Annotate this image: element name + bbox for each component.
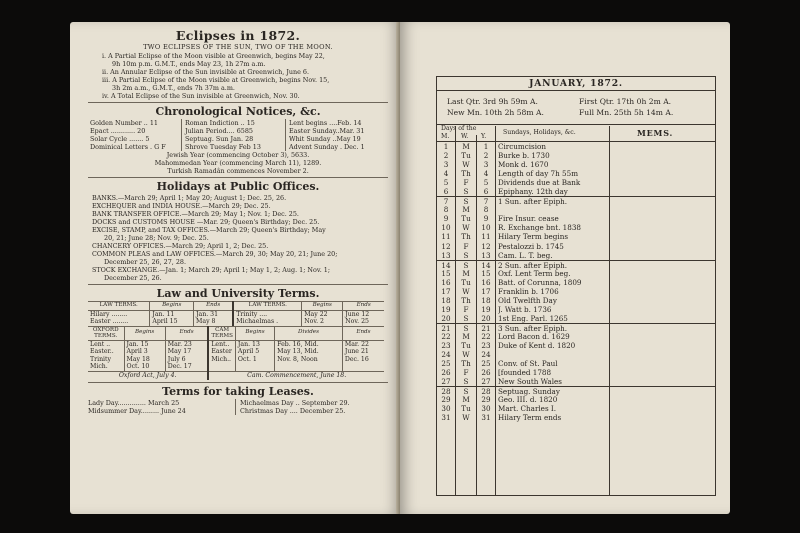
day-of-week: Th bbox=[461, 295, 471, 305]
moon-phase: Full Mn. 25th 5h 14m A. bbox=[579, 107, 674, 117]
uni-cell: April 3 bbox=[124, 348, 165, 356]
day-of-week: S bbox=[463, 197, 469, 207]
uni-head: Ends bbox=[165, 326, 208, 340]
day-of-week: S bbox=[463, 323, 469, 333]
law-cell: Jan. 31 bbox=[194, 310, 234, 318]
eclipses-title: Eclipses in 1872. bbox=[175, 28, 301, 43]
law-cell: Nov. 2 bbox=[302, 318, 343, 326]
day-of-year: 19 bbox=[481, 304, 491, 314]
day-event: Fire Insur. cease bbox=[498, 214, 559, 224]
uni-cell: Jan. 13 bbox=[235, 340, 274, 348]
day-event: Septuag. Sunday bbox=[498, 387, 560, 397]
day-of-month: 19 bbox=[441, 304, 451, 314]
day-row bbox=[437, 187, 715, 196]
moon-phase-left bbox=[447, 97, 544, 118]
lease-cell: Lady Day.............. March 25 bbox=[88, 399, 236, 407]
day-of-year: 25 bbox=[481, 359, 491, 369]
day-of-month: 28 bbox=[441, 387, 451, 397]
law-cell: Easter ........ bbox=[88, 318, 150, 326]
day-of-year: 28 bbox=[481, 387, 491, 397]
day-of-year: 15 bbox=[481, 268, 491, 278]
eclipse-line: i. A Partial Eclipse of the Moon visible at Greenwich, begins May 22, bbox=[102, 52, 325, 60]
left-page bbox=[70, 22, 400, 514]
day-row bbox=[437, 359, 715, 368]
uni-cell: May 13, Mid. bbox=[275, 348, 343, 356]
holiday-line: EXCHEQUER and INDIA HOUSE.—March 29; Dec. 25. bbox=[92, 202, 271, 210]
law-title: Law and University Terms. bbox=[156, 287, 320, 300]
day-row bbox=[437, 341, 715, 350]
day-of-year: 24 bbox=[481, 350, 491, 360]
day-of-month: 8 bbox=[443, 205, 449, 215]
law-head: Ends bbox=[343, 302, 384, 311]
law-cell: June 12 bbox=[345, 310, 370, 318]
law-head: Begins bbox=[302, 302, 343, 311]
day-of-week: W bbox=[462, 286, 470, 296]
leases-table bbox=[88, 399, 388, 415]
left-page-content bbox=[88, 28, 388, 415]
day-of-year: 11 bbox=[481, 232, 491, 242]
eclipse-line: ii. An Annular Eclipse of the Sun invisible at Greenwich, June 6. bbox=[102, 68, 310, 76]
days-of-the-header: Days of the bbox=[441, 125, 477, 132]
eclipse-line: 9h 10m p.m. G.M.T., ends May 23, 1h 27m a.m. bbox=[112, 60, 266, 68]
law-cell: Hilary ........ bbox=[88, 310, 150, 318]
day-of-year: 1 bbox=[483, 142, 489, 151]
day-of-year: 8 bbox=[483, 205, 489, 215]
day-event: Epiphany. 12th day bbox=[498, 187, 568, 197]
day-of-week: S bbox=[463, 387, 469, 397]
day-row bbox=[437, 242, 715, 251]
moon-phases bbox=[437, 91, 715, 125]
column-headers bbox=[437, 125, 715, 142]
day-row bbox=[437, 305, 715, 314]
day-of-year: 14 bbox=[481, 260, 491, 270]
day-of-week: Tu bbox=[461, 214, 471, 224]
day-event: Circumcision bbox=[498, 142, 546, 151]
day-event: Duke of Kent d. 1820 bbox=[498, 341, 576, 351]
day-of-year: 20 bbox=[481, 313, 491, 323]
day-of-week: W bbox=[462, 350, 470, 360]
uni-cell: Oct. 10 bbox=[124, 363, 165, 371]
day-of-week: M bbox=[462, 268, 470, 278]
day-of-month: 31 bbox=[441, 413, 451, 423]
uni-cell: Mar. 23 bbox=[165, 340, 208, 348]
day-of-week: W bbox=[462, 223, 470, 233]
day-of-year: 4 bbox=[483, 169, 489, 179]
day-of-year: 21 bbox=[481, 323, 491, 333]
day-of-week: F bbox=[463, 241, 469, 251]
day-of-month: 26 bbox=[441, 368, 451, 378]
day-of-week: Tu bbox=[461, 151, 471, 161]
day-of-week: S bbox=[463, 187, 469, 197]
day-of-week: Tu bbox=[461, 341, 471, 351]
day-of-year: 7 bbox=[483, 197, 489, 207]
uni-cell: Mich. bbox=[88, 363, 124, 371]
chrono-cell: Dominical Letters . G F bbox=[90, 143, 182, 151]
law-head: Begins bbox=[150, 302, 194, 311]
day-event: Geo. III. d. 1820 bbox=[498, 395, 558, 405]
day-row bbox=[437, 404, 715, 413]
chrono-cell: Golden Number .. 11 bbox=[90, 119, 182, 127]
uni-head: CAM TERMS bbox=[208, 326, 235, 340]
day-of-month: 22 bbox=[441, 331, 451, 341]
law-cell: Michaelmas . bbox=[233, 318, 301, 326]
moon-phase: New Mn. 10th 2h 58m A. bbox=[447, 107, 544, 117]
day-of-week: F bbox=[463, 178, 469, 188]
year-column-header: Y. bbox=[481, 133, 487, 140]
day-row bbox=[437, 232, 715, 241]
day-event: Dividends due at Bank bbox=[498, 178, 581, 188]
uni-cell: Easter.. bbox=[88, 348, 124, 356]
day-event: Length of day 7h 55m bbox=[498, 169, 579, 179]
day-of-year: 17 bbox=[481, 286, 491, 296]
day-row bbox=[437, 269, 715, 278]
uni-cell: May 18 bbox=[124, 356, 165, 364]
day-of-year: 27 bbox=[481, 377, 491, 387]
day-event: Conv. of St. Paul bbox=[498, 359, 558, 369]
uni-cell: Easter bbox=[208, 348, 235, 356]
law-head: LAW TERMS. bbox=[233, 302, 301, 311]
law-cell: Trinity .... bbox=[233, 310, 301, 318]
day-of-week: F bbox=[463, 304, 469, 314]
law-cell: Nov. 25 bbox=[345, 318, 369, 326]
day-of-month: 18 bbox=[441, 295, 451, 305]
week-column-header: W. bbox=[461, 133, 469, 140]
holiday-line: DOCKS and CUSTOMS HOUSE —Mar. 29; Queen's Birthday; Dec. 25. bbox=[92, 218, 320, 226]
day-of-month: 3 bbox=[443, 160, 449, 170]
chrono-note: Jewish Year (commencing October 3), 5633. bbox=[166, 151, 310, 159]
uni-cell: April 5 bbox=[235, 348, 274, 356]
day-row bbox=[437, 350, 715, 359]
day-of-month: 15 bbox=[441, 268, 451, 278]
uni-cell: Mar. 22 bbox=[344, 340, 369, 348]
day-of-week: Tu bbox=[461, 404, 471, 414]
day-of-week: S bbox=[463, 250, 469, 260]
day-of-month: 24 bbox=[441, 350, 451, 360]
day-of-week: S bbox=[463, 377, 469, 387]
day-event: Pestalozzi b. 1745 bbox=[498, 241, 564, 251]
oxford-act-note: Oxford Act, July 4. bbox=[88, 371, 208, 379]
day-row bbox=[437, 251, 715, 260]
day-row bbox=[437, 413, 715, 422]
uni-cell: Nov. 8, Noon bbox=[275, 356, 343, 364]
mems-column-header: MEMS. bbox=[637, 128, 674, 138]
divider bbox=[88, 102, 388, 103]
month-column-header: M. bbox=[441, 133, 450, 140]
uni-head: Begins bbox=[235, 326, 274, 340]
day-of-year: 23 bbox=[481, 341, 491, 351]
day-row bbox=[437, 260, 715, 269]
right-page bbox=[400, 22, 730, 514]
day-row bbox=[437, 214, 715, 223]
day-event: R. Exchange bnt. 1838 bbox=[498, 223, 581, 233]
leases-title: Terms for taking Leases. bbox=[162, 384, 314, 398]
day-row bbox=[437, 395, 715, 404]
uni-cell: Lent .. bbox=[88, 340, 124, 348]
uni-head: Begins bbox=[124, 326, 165, 340]
day-row bbox=[437, 142, 715, 151]
day-event: 3 Sun. after Epiph. bbox=[498, 323, 568, 333]
uni-cell: Oct. 1 bbox=[235, 356, 274, 364]
chrono-cell: Lent begins ....Feb. 14 bbox=[289, 119, 362, 127]
day-of-month: 12 bbox=[441, 241, 451, 251]
day-event: J. Watt b. 1736 bbox=[498, 304, 552, 314]
day-of-year: 31 bbox=[481, 413, 491, 423]
day-event: Burke b. 1730 bbox=[498, 151, 550, 161]
holiday-line: BANK TRANSFER OFFICE.—March 29; May 1; Nov. 1; Dec. 25. bbox=[92, 210, 299, 218]
day-of-year: 13 bbox=[481, 250, 491, 260]
holiday-line: December 25, 26. bbox=[104, 274, 162, 282]
day-of-year: 6 bbox=[483, 187, 489, 197]
uni-cell: Jan. 15 bbox=[124, 340, 165, 348]
day-row bbox=[437, 377, 715, 386]
chrono-title: Chronological Notices, &c. bbox=[155, 105, 321, 118]
uni-cell: Dec. 17 bbox=[165, 363, 208, 371]
holidays-title: Holidays at Public Offices. bbox=[156, 180, 320, 193]
day-event: 1st Eng. Parl. 1265 bbox=[498, 313, 568, 323]
law-terms-table bbox=[88, 301, 384, 326]
day-of-week: W bbox=[462, 160, 470, 170]
day-of-month: 27 bbox=[441, 377, 451, 387]
day-of-year: 9 bbox=[483, 214, 489, 224]
day-row bbox=[437, 332, 715, 341]
day-of-month: 4 bbox=[443, 169, 449, 179]
cambridge-commencement-note: Cam. Commencement, June 18. bbox=[247, 371, 347, 379]
divider bbox=[88, 177, 388, 178]
chrono-note: Mahommedan Year (commencing March 11), 1289. bbox=[154, 159, 322, 167]
day-row bbox=[437, 323, 715, 332]
day-event: New South Wales bbox=[498, 377, 562, 387]
chrono-cell: Solar Cycle ....... 5 bbox=[90, 135, 182, 143]
day-event: 2 Sun. after Epiph. bbox=[498, 260, 568, 270]
day-row bbox=[437, 368, 715, 377]
day-of-month: 23 bbox=[441, 341, 451, 351]
day-of-month: 6 bbox=[443, 187, 449, 197]
day-row bbox=[437, 386, 715, 395]
eclipse-line: 3h 2m a.m., G.M.T., ends 7h 37m a.m. bbox=[112, 84, 235, 92]
day-of-week: S bbox=[463, 260, 469, 270]
uni-cell bbox=[208, 363, 235, 371]
day-of-month: 7 bbox=[443, 197, 449, 207]
day-row bbox=[437, 178, 715, 187]
holiday-line: December 25, 26, 27, 28. bbox=[104, 258, 187, 266]
day-of-week: Tu bbox=[461, 277, 471, 287]
uni-cell bbox=[275, 363, 343, 371]
law-head: Ends bbox=[194, 302, 234, 311]
uni-cell: July 6 bbox=[165, 356, 208, 364]
divider bbox=[88, 284, 388, 285]
day-event: Lord Bacon d. 1629 bbox=[498, 331, 570, 341]
lease-cell: Christmas Day .... December 25. bbox=[240, 406, 346, 415]
law-cell: May 22 bbox=[302, 310, 343, 318]
day-of-year: 2 bbox=[483, 151, 489, 161]
day-of-week: S bbox=[463, 313, 469, 323]
holiday-line: 20, 21; June 28; Nov. 9; Dec. 25. bbox=[104, 234, 209, 242]
lease-cell: Midsummer Day......... June 24 bbox=[88, 407, 236, 415]
holiday-line: CHANCERY OFFICES.—March 29; April 1, 2; Dec. 25. bbox=[92, 242, 269, 250]
chrono-note: Turkish Ramadân commences November 2. bbox=[167, 167, 309, 175]
day-event: Franklin b. 1706 bbox=[498, 286, 559, 296]
day-of-year: 12 bbox=[481, 241, 491, 251]
day-row bbox=[437, 196, 715, 205]
holidays-list bbox=[88, 194, 388, 282]
day-of-week: Th bbox=[461, 169, 471, 179]
day-row bbox=[437, 287, 715, 296]
day-of-year: 18 bbox=[481, 295, 491, 305]
eclipse-line: iii. A Partial Eclipse of the Moon visible at Greenwich, begins Nov. 15, bbox=[102, 76, 330, 84]
chrono-table bbox=[88, 119, 388, 175]
day-of-week: W bbox=[462, 413, 470, 423]
moon-phase: First Qtr. 17th 0h 2m A. bbox=[579, 97, 672, 106]
chrono-cell: Roman Indiction .. 15 bbox=[182, 119, 286, 127]
eclipses-list bbox=[88, 52, 388, 100]
day-event: Hilary Term ends bbox=[498, 413, 562, 423]
day-event: [founded 1788 bbox=[498, 368, 552, 378]
day-event: Oxf. Lent Term beg. bbox=[498, 268, 571, 278]
chrono-cell: Shrove Tuesday Feb 13 bbox=[182, 143, 286, 151]
holiday-line: EXCISE, STAMP, and TAX OFFICES.—March 29; Queen's Birthday; May bbox=[92, 226, 326, 234]
day-of-year: 26 bbox=[481, 368, 491, 378]
day-of-month: 29 bbox=[441, 395, 451, 405]
day-of-week: Th bbox=[461, 359, 471, 369]
university-terms-table bbox=[88, 326, 384, 380]
day-event: Old Twelfth Day bbox=[498, 295, 557, 305]
day-of-month: 20 bbox=[441, 313, 451, 323]
holiday-line: STOCK EXCHANGE.—Jan. 1; March 29; April 1; May 1, 2; Aug. 1; Nov. 1; bbox=[92, 266, 331, 274]
law-cell: Jan. 11 bbox=[150, 310, 194, 318]
uni-head: Divides bbox=[275, 326, 343, 340]
day-row bbox=[437, 278, 715, 287]
day-of-month: 5 bbox=[443, 178, 449, 188]
day-row bbox=[437, 223, 715, 232]
law-cell: April 15 bbox=[150, 318, 194, 326]
day-of-month: 21 bbox=[441, 323, 451, 333]
day-of-year: 29 bbox=[481, 395, 491, 405]
day-of-year: 22 bbox=[481, 331, 491, 341]
moon-phase: Last Qtr. 3rd 9h 59m A. bbox=[447, 97, 538, 106]
day-event: Monk d. 1670 bbox=[498, 160, 549, 170]
day-row bbox=[437, 296, 715, 305]
uni-head: OXFORD TERMS. bbox=[88, 326, 124, 340]
day-of-month: 2 bbox=[443, 151, 449, 161]
day-of-month: 17 bbox=[441, 286, 451, 296]
day-event: 1 Sun. after Epiph. bbox=[498, 197, 568, 207]
chrono-cell: Julian Period.... 6585 bbox=[182, 127, 286, 135]
day-of-month: 9 bbox=[443, 214, 449, 224]
day-event: Batt. of Corunna, 1809 bbox=[498, 277, 582, 287]
eclipses-subtitle: TWO ECLIPSES OF THE SUN, TWO OF THE MOON. bbox=[143, 43, 333, 51]
day-of-week: M bbox=[462, 395, 470, 405]
day-rows bbox=[437, 142, 715, 422]
day-row bbox=[437, 151, 715, 160]
day-of-month: 16 bbox=[441, 277, 451, 287]
sundays-column-header: Sundays, Holidays, &c. bbox=[503, 129, 576, 136]
day-of-week: Th bbox=[461, 232, 471, 242]
law-cell: May 8 bbox=[194, 318, 234, 326]
day-of-month: 13 bbox=[441, 250, 451, 260]
uni-cell bbox=[342, 363, 384, 371]
calendar-table bbox=[436, 76, 716, 496]
uni-cell: Lent.. bbox=[208, 340, 235, 348]
day-of-week: F bbox=[463, 368, 469, 378]
day-of-year: 3 bbox=[483, 160, 489, 170]
day-row bbox=[437, 160, 715, 169]
uni-cell: Trinity bbox=[88, 356, 124, 364]
day-of-year: 16 bbox=[481, 277, 491, 287]
holiday-line: BANKS.—March 29; April 1; May 20; August 1; Dec. 25, 26. bbox=[92, 194, 287, 202]
day-of-month: 10 bbox=[441, 223, 451, 233]
day-of-week: M bbox=[462, 142, 470, 151]
chrono-cell: Septuag. Sun Jan. 28 bbox=[182, 135, 286, 143]
day-row bbox=[437, 205, 715, 214]
uni-cell bbox=[235, 363, 274, 371]
chrono-cell: Easter Sunday..Mar. 31 bbox=[289, 127, 365, 135]
day-row bbox=[437, 169, 715, 178]
holiday-line: COMMON PLEAS and LAW OFFICES.—March 29, 30; May 20, 21; June 20; bbox=[92, 250, 338, 258]
day-of-month: 14 bbox=[441, 260, 451, 270]
eclipse-line: iv. A Total Eclipse of the Sun invisible at Greenwich, Nov. 30. bbox=[102, 92, 300, 100]
uni-cell: Dec. 16 bbox=[344, 355, 369, 363]
day-of-month: 11 bbox=[441, 232, 451, 242]
uni-cell: Feb. 16, Mid. bbox=[275, 340, 343, 348]
day-of-year: 10 bbox=[481, 223, 491, 233]
law-head: LAW TERMS. bbox=[88, 302, 150, 311]
day-of-month: 25 bbox=[441, 359, 451, 369]
day-event: Cam. L. T. beg. bbox=[498, 250, 553, 260]
day-of-year: 30 bbox=[481, 404, 491, 414]
chrono-cell: Whit Sunday ..May 19 bbox=[289, 135, 361, 143]
day-event: Hilary Term begins bbox=[498, 232, 569, 242]
day-of-year: 5 bbox=[483, 178, 489, 188]
uni-head: Ends bbox=[342, 326, 384, 340]
uni-cell: Mich.. bbox=[208, 356, 235, 364]
day-of-month: 1 bbox=[443, 142, 449, 151]
day-of-month: 30 bbox=[441, 404, 451, 414]
chrono-cell: Advent Sunday . Dec. 1 bbox=[289, 143, 365, 151]
day-row bbox=[437, 314, 715, 323]
divider bbox=[88, 382, 388, 383]
moon-phase-right bbox=[579, 97, 673, 118]
uni-cell: June 21 bbox=[344, 348, 369, 356]
day-event: Mart. Charles I. bbox=[498, 404, 557, 414]
uni-cell: May 17 bbox=[165, 348, 208, 356]
month-title: JANUARY, 1872. bbox=[437, 77, 715, 91]
lease-cell: Michaelmas Day .. September 29. bbox=[240, 398, 350, 407]
day-of-week: M bbox=[462, 331, 470, 341]
day-of-week: M bbox=[462, 205, 470, 215]
chrono-cell: Epact ............ 20 bbox=[90, 127, 182, 135]
